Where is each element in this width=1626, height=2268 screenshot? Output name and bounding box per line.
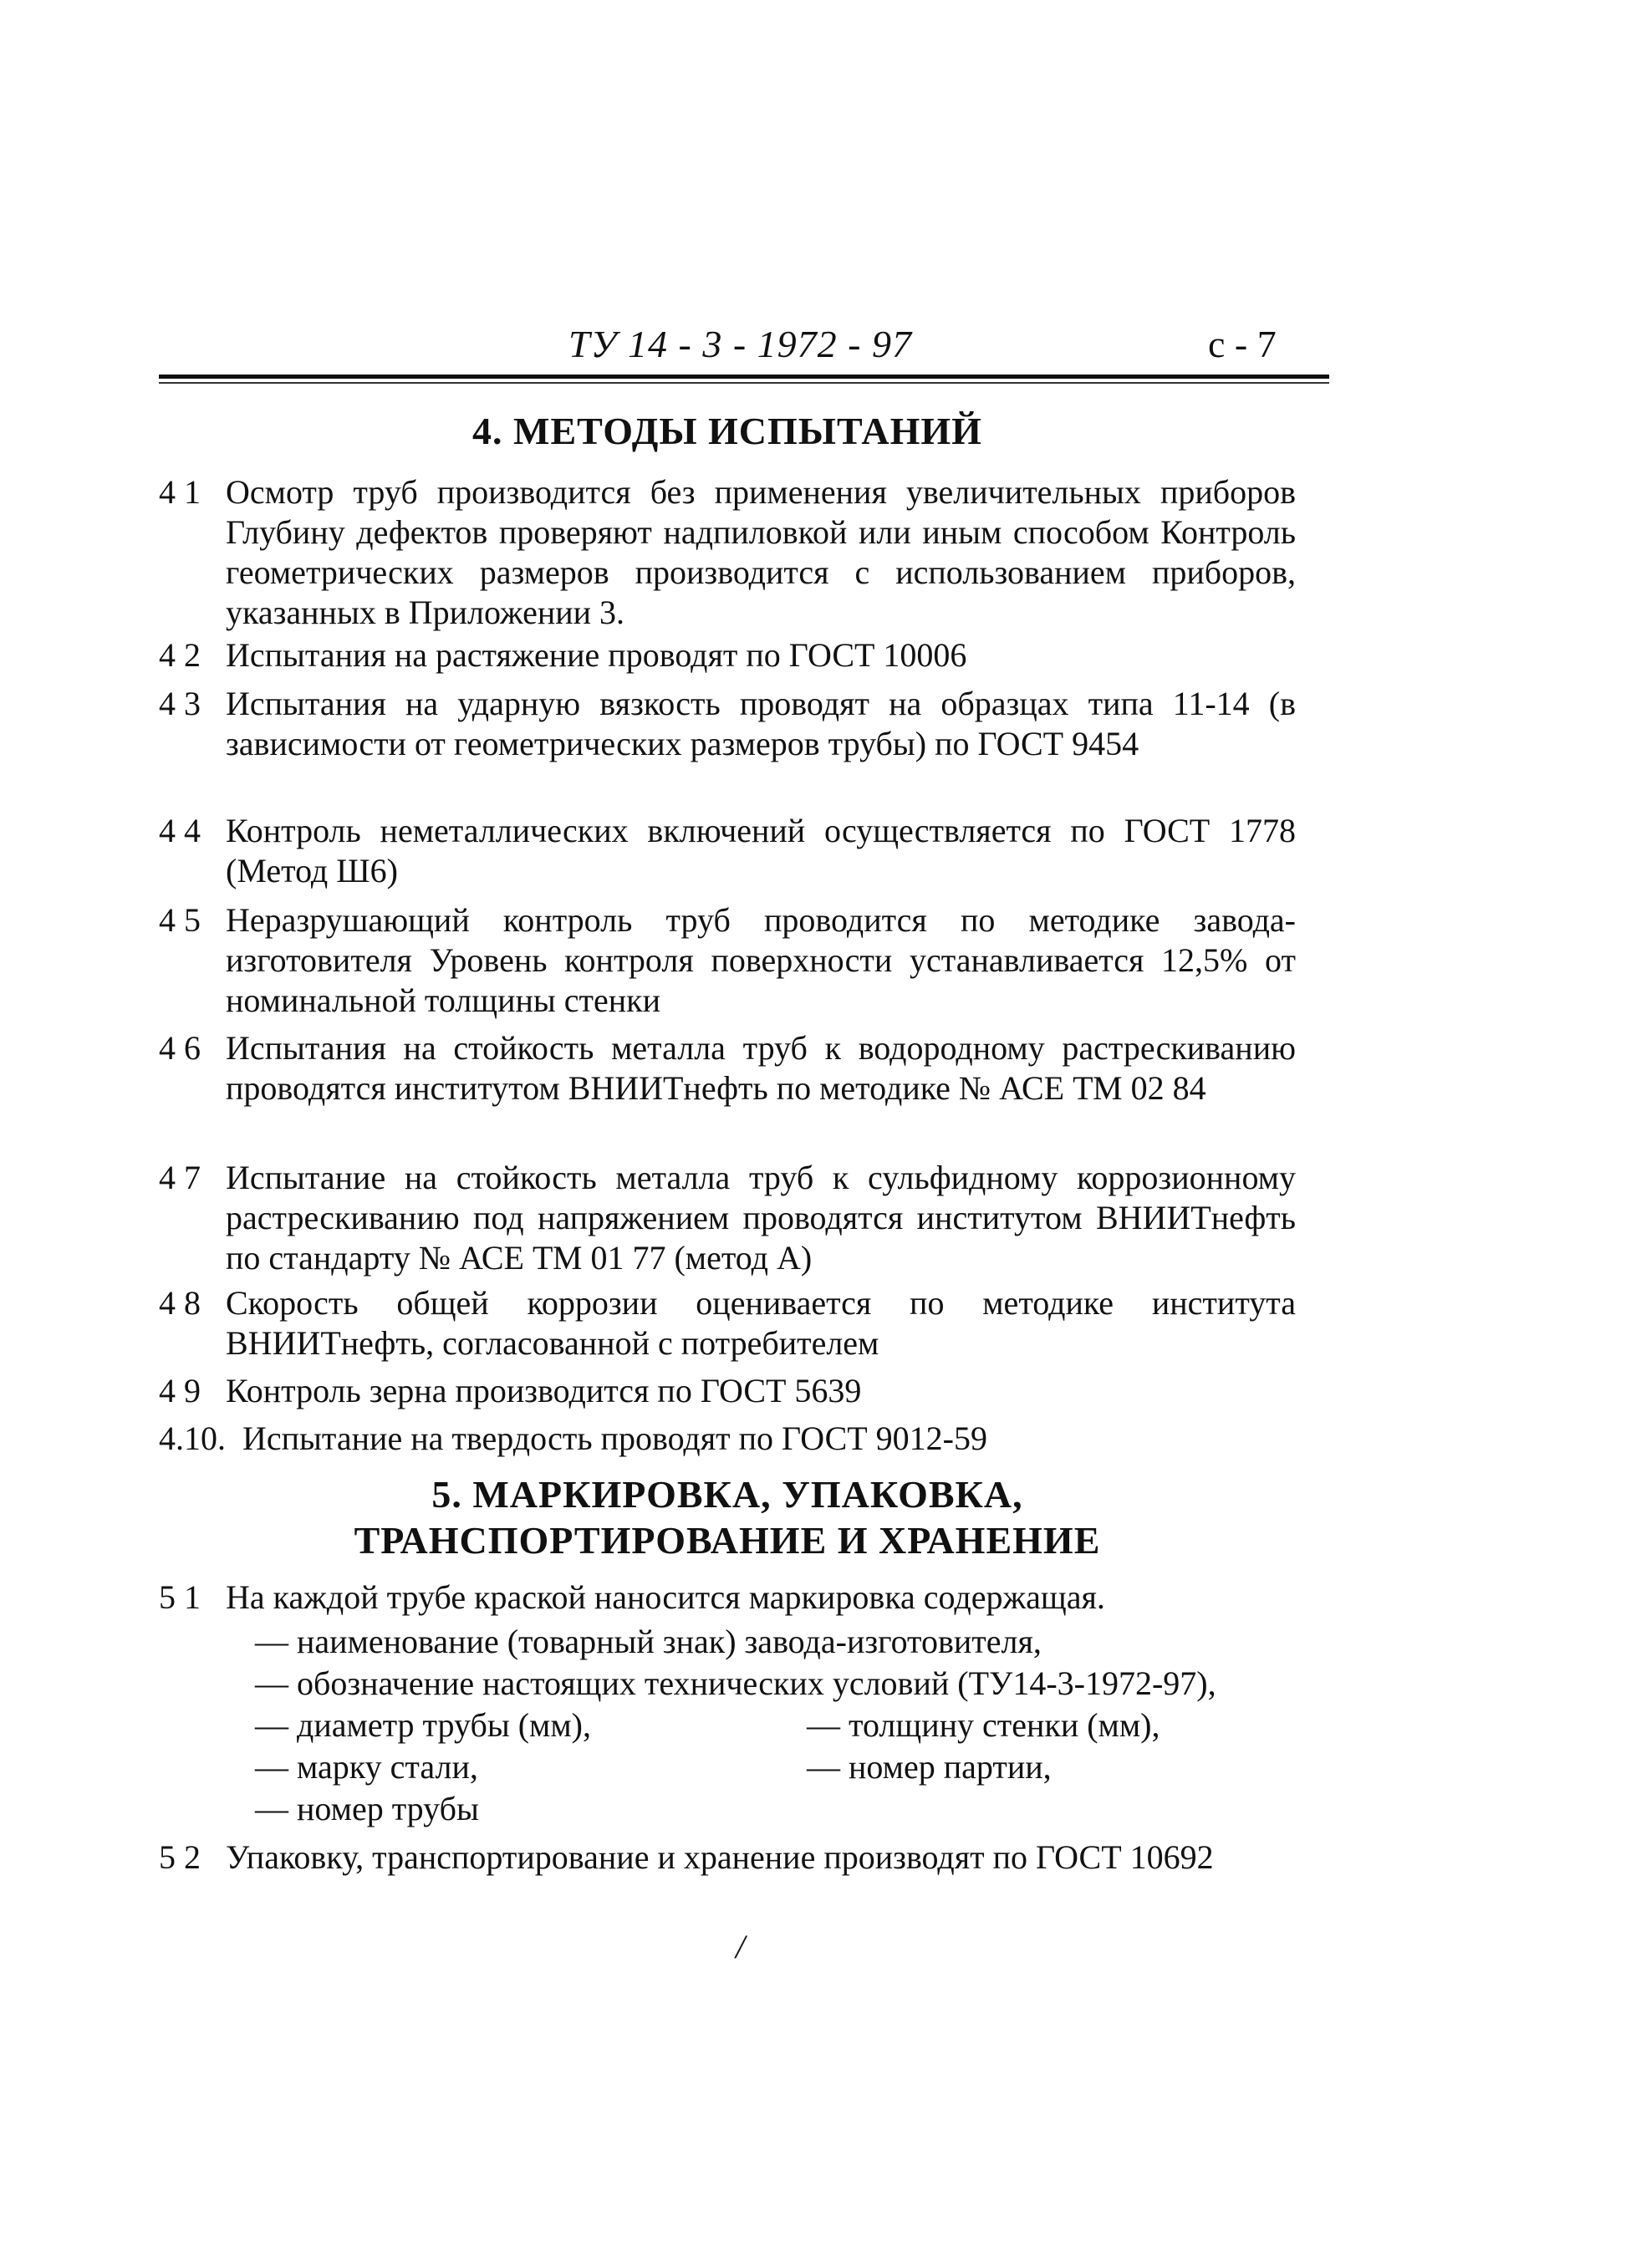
- clause-text: Испытания на растяжение проводят по ГОСТ 10006: [226, 636, 967, 674]
- clause-4-8: [159, 1283, 1296, 1363]
- clause-4-10: [159, 1419, 1296, 1459]
- section-4-title: 4. МЕТОДЫ ИСПЫТАНИЙ: [472, 410, 982, 452]
- clause-number: 4 7: [159, 1159, 201, 1196]
- footer-mark: /: [736, 1928, 746, 1965]
- clause-text: Упаковку, транспортирование и хранение производят по ГОСТ 10692: [226, 1838, 1214, 1876]
- clause-4-6: [159, 1028, 1296, 1109]
- marking-item: — номер трубы: [255, 1790, 479, 1827]
- clause-number: 4 5: [159, 901, 201, 939]
- clause-text: Испытание на стойкость металла труб к сульфидному коррозионному растрескиванию под напряжением проводятся институтом ВНИИТнефть по стандарту № АСЕ ТМ 01 77 (метод А): [226, 1159, 1296, 1277]
- clause-text: Контроль зерна производится по ГОСТ 5639: [226, 1372, 862, 1409]
- clause-number: 4 9: [159, 1372, 201, 1409]
- clause-number: 4 8: [159, 1284, 201, 1322]
- marking-item: — номер партии,: [807, 1748, 1052, 1786]
- section-5-title-line-2: ТРАНСПОРТИРОВАНИЕ И ХРАНЕНИЕ: [354, 1519, 1101, 1562]
- clause-4-3: [159, 684, 1296, 764]
- marking-item: — марку стали,: [255, 1748, 478, 1786]
- header-rule-thin: [159, 382, 1329, 384]
- page-number: с - 7: [1208, 323, 1277, 365]
- clause-4-1: [159, 472, 1296, 633]
- marking-item: — толщину стенки (мм),: [807, 1706, 1160, 1744]
- clause-5-1: [159, 1577, 1296, 1618]
- clause-number: 4.10.: [159, 1419, 226, 1457]
- marking-item: — обозначение настоящих технических условий (ТУ14-3-1972-97),: [255, 1664, 1216, 1702]
- clause-number: 5 2: [159, 1838, 201, 1876]
- clause-number: 4 6: [159, 1029, 201, 1067]
- clause-5-2: [159, 1837, 1296, 1878]
- clause-text: На каждой трубе краской наносится маркировка содержащая.: [226, 1578, 1105, 1616]
- marking-item: — диаметр трубы (мм),: [255, 1706, 591, 1744]
- header-rule-thick: [159, 375, 1329, 379]
- clause-text: Осмотр труб производится без применения увеличительных приборов Глубину дефектов проверяют надпиловкой или иным способом Контроль геометрических размеров производится с использованием приборов, указанных в Приложении 3.: [226, 473, 1296, 631]
- clause-text: Испытание на твердость проводят по ГОСТ 9012-59: [242, 1419, 987, 1457]
- section-5-title-line-1: 5. МАРКИРОВКА, УПАКОВКА,: [431, 1473, 1023, 1516]
- document-code: ТУ 14 - 3 - 1972 - 97: [568, 323, 912, 365]
- clause-number: 5 1: [159, 1578, 201, 1616]
- clause-number: 4 4: [159, 812, 201, 849]
- clause-4-9: [159, 1371, 1296, 1411]
- clause-text: Скорость общей коррозии оценивается по методике института ВНИИТнефть, согласованной с потребителем: [226, 1284, 1296, 1362]
- clause-4-5: [159, 900, 1296, 1021]
- clause-text: Контроль неметаллических включений осуществляется по ГОСТ 1778 (Метод Ш6): [226, 812, 1296, 889]
- clause-text: Неразрушающий контроль труб проводится по методике завода-изготовителя Уровень контроля поверхности устанавливается 12,5% от номинальной толщины стенки: [226, 901, 1296, 1019]
- clause-text: Испытания на стойкость металла труб к водородному растрескиванию проводятся институтом ВНИИТнефть по методике № АСЕ ТМ 02 84: [226, 1029, 1296, 1107]
- marking-item: — наименование (товарный знак) завода-изготовителя,: [255, 1623, 1042, 1660]
- clause-4-2: [159, 635, 1296, 675]
- clause-4-4: [159, 811, 1296, 891]
- clause-number: 4 3: [159, 685, 201, 722]
- clause-number: 4 1: [159, 473, 201, 511]
- clause-text: Испытания на ударную вязкость проводят на образцах типа 11-14 (в зависимости от геометрических размеров трубы) по ГОСТ 9454: [226, 685, 1296, 762]
- clause-number: 4 2: [159, 636, 201, 674]
- clause-4-7: [159, 1158, 1296, 1278]
